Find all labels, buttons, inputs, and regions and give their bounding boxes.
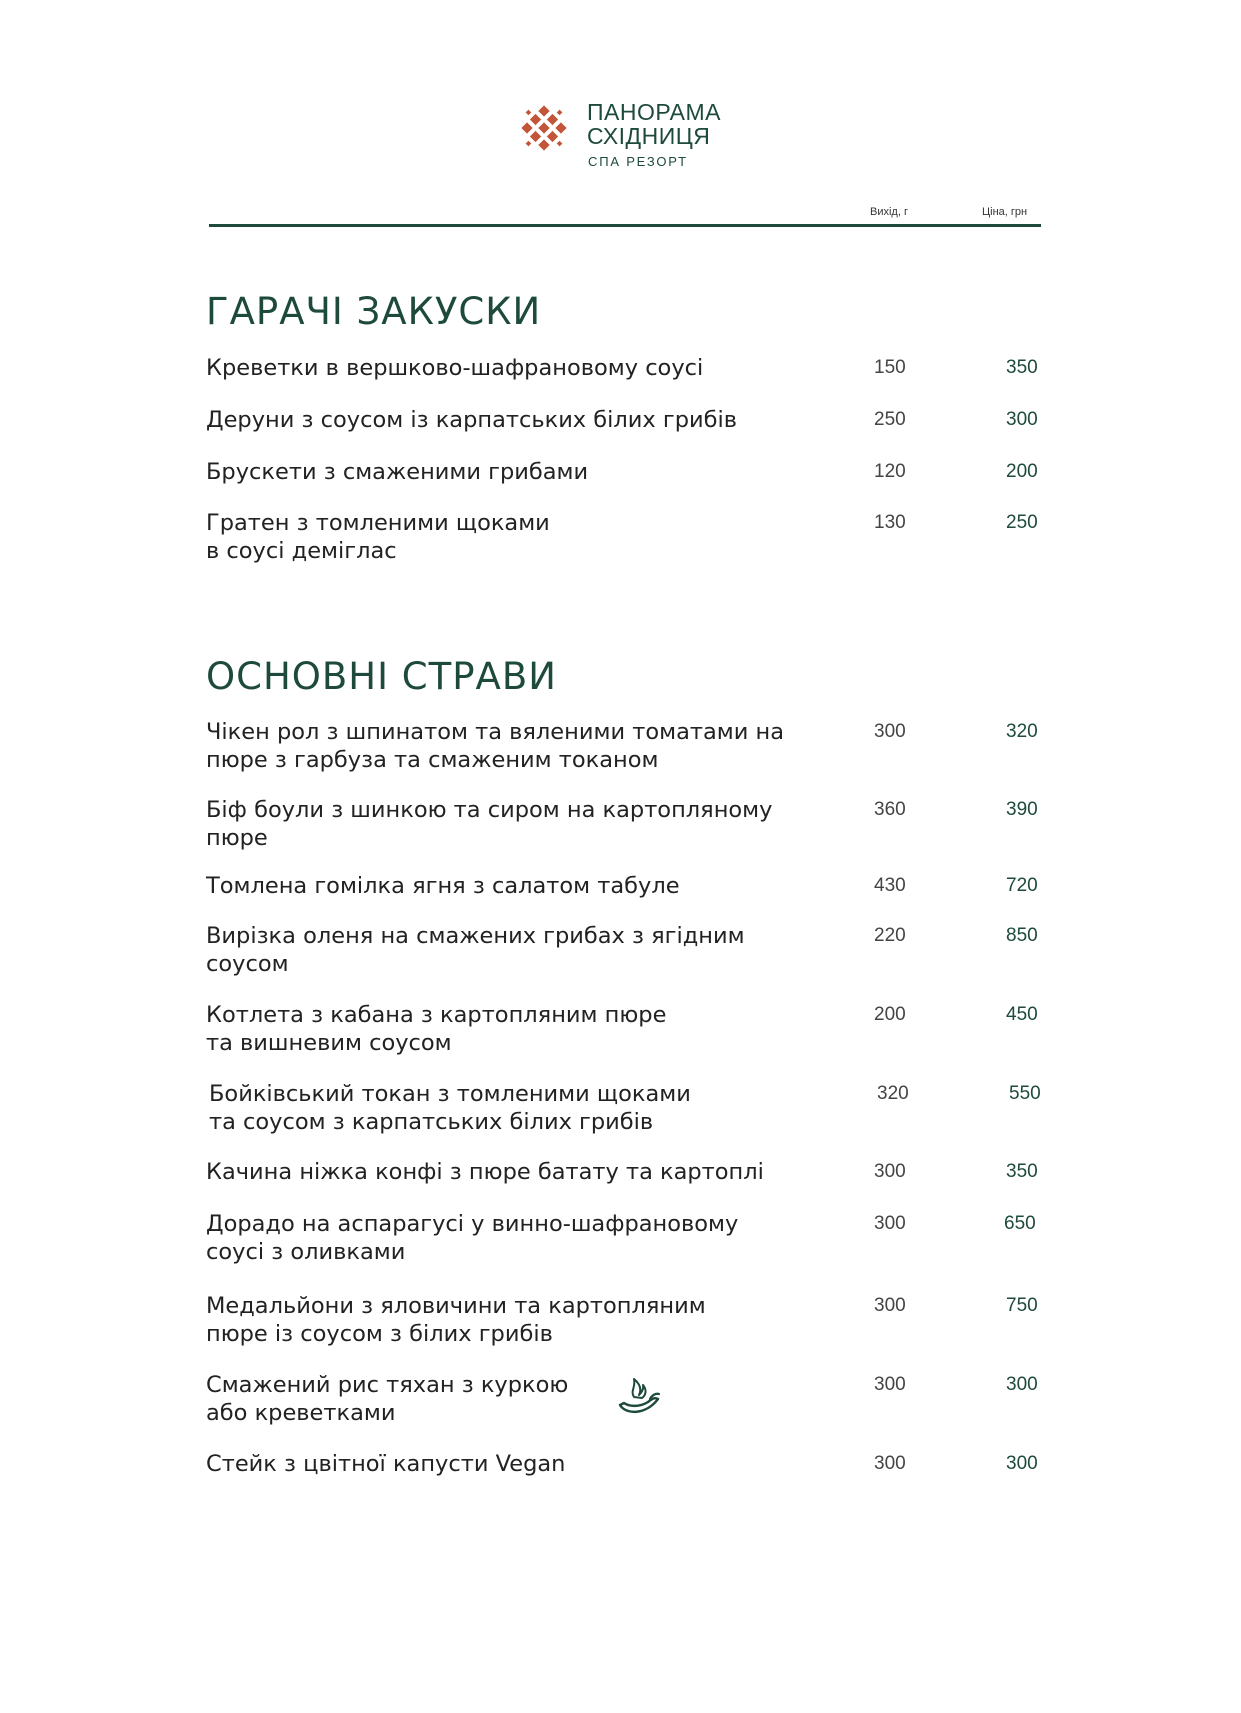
logo-ornament-icon [512, 96, 576, 160]
item-price: 300 [1006, 409, 1038, 430]
logo-line1: ПАНОРАМА [587, 99, 722, 125]
item-name: Медальйони з яловичини та картопляним пюре із соусом з білих грибів [206, 1293, 706, 1347]
item-price: 300 [1006, 1374, 1038, 1395]
item-weight: 150 [874, 357, 906, 378]
section-title-main-dishes: ОСНОВНІ СТРАВИ [206, 655, 557, 698]
item-weight: 220 [874, 925, 906, 946]
item-weight: 300 [874, 721, 906, 742]
menu-item [206, 872, 1056, 900]
item-weight: 300 [874, 1295, 906, 1316]
item-price: 200 [1006, 461, 1038, 482]
item-price: 250 [1006, 512, 1038, 533]
menu-item [206, 1001, 1056, 1057]
menu-item [206, 796, 1056, 852]
item-price: 300 [1006, 1453, 1038, 1474]
item-name: Бойківський токан з томленими щоками та соусом з карпатських білих грибів [209, 1081, 691, 1135]
menu-item [206, 1158, 1056, 1186]
item-price: 320 [1006, 721, 1038, 742]
item-weight: 300 [874, 1374, 906, 1395]
item-weight: 320 [877, 1083, 909, 1104]
item-weight: 300 [874, 1453, 906, 1474]
item-price: 650 [1004, 1213, 1036, 1234]
item-name: Вирізка оленя на смажених грибах з ягідним соусом [206, 923, 745, 977]
item-price: 720 [1006, 875, 1038, 896]
item-price: 750 [1006, 1295, 1038, 1316]
item-weight: 120 [874, 461, 906, 482]
logo [512, 96, 732, 176]
logo-line2: СХІДНИЦЯ [587, 123, 711, 149]
item-price: 350 [1006, 1161, 1038, 1182]
header-rule [209, 224, 1041, 227]
item-weight: 200 [874, 1004, 906, 1025]
item-name: Котлета з кабана з картопляним пюре та вишневим соусом [206, 1002, 667, 1056]
menu-item [206, 922, 1056, 978]
item-name: Чікен рол з шпинатом та вяленими томатами на пюре з гарбуза та смаженим токаном [206, 719, 785, 773]
item-weight: 360 [874, 799, 906, 820]
menu-item [206, 509, 1056, 565]
item-name: Качина ніжка конфі з пюре батату та картоплі [206, 1159, 764, 1185]
chili-pepper-icon [616, 1375, 662, 1419]
logo-text [587, 100, 721, 169]
weight-column-header: Вихід, г [870, 206, 908, 218]
item-weight: 430 [874, 875, 906, 896]
item-name: Креветки в вершково-шафрановому соусі [206, 355, 704, 381]
item-name: Деруни з соусом із карпатських білих грибів [206, 407, 737, 433]
item-name: Брускети з смаженими грибами [206, 459, 589, 485]
section-title-hot-appetizers: ГАРАЧІ ЗАКУСКИ [206, 290, 542, 333]
item-weight: 300 [874, 1161, 906, 1182]
item-price: 450 [1006, 1004, 1038, 1025]
item-weight: 130 [874, 512, 906, 533]
item-name: Гратен з томленими щоками в соусі деміглас [206, 510, 550, 564]
menu-item [209, 1080, 1059, 1136]
item-name: Дорадо на аспарагусі у винно-шафрановому соусі з оливками [206, 1211, 739, 1265]
item-name: Томлена гомілка ягня з салатом табуле [206, 873, 680, 899]
item-name: Смажений рис тяхан з куркою або креветками [206, 1372, 569, 1426]
logo-subtitle: СПА РЕЗОРТ [588, 154, 688, 169]
menu-item [206, 718, 1056, 774]
menu-item [206, 1292, 1056, 1348]
item-name: Стейк з цвітної капусти Vegan [206, 1451, 566, 1477]
menu-item [206, 1450, 1056, 1478]
menu-item [206, 354, 1056, 382]
menu-item [206, 458, 1056, 486]
item-weight: 300 [874, 1213, 906, 1234]
item-price: 550 [1009, 1083, 1041, 1104]
item-weight: 250 [874, 409, 906, 430]
menu-item [206, 406, 1056, 434]
item-price: 350 [1006, 357, 1038, 378]
item-name: Біф боули з шинкою та сиром на картопляному пюре [206, 797, 773, 851]
item-price: 390 [1006, 799, 1038, 820]
price-column-header: Ціна, грн [982, 206, 1028, 218]
menu-item [206, 1371, 1056, 1427]
menu-item [206, 1210, 1056, 1266]
item-price: 850 [1006, 925, 1038, 946]
